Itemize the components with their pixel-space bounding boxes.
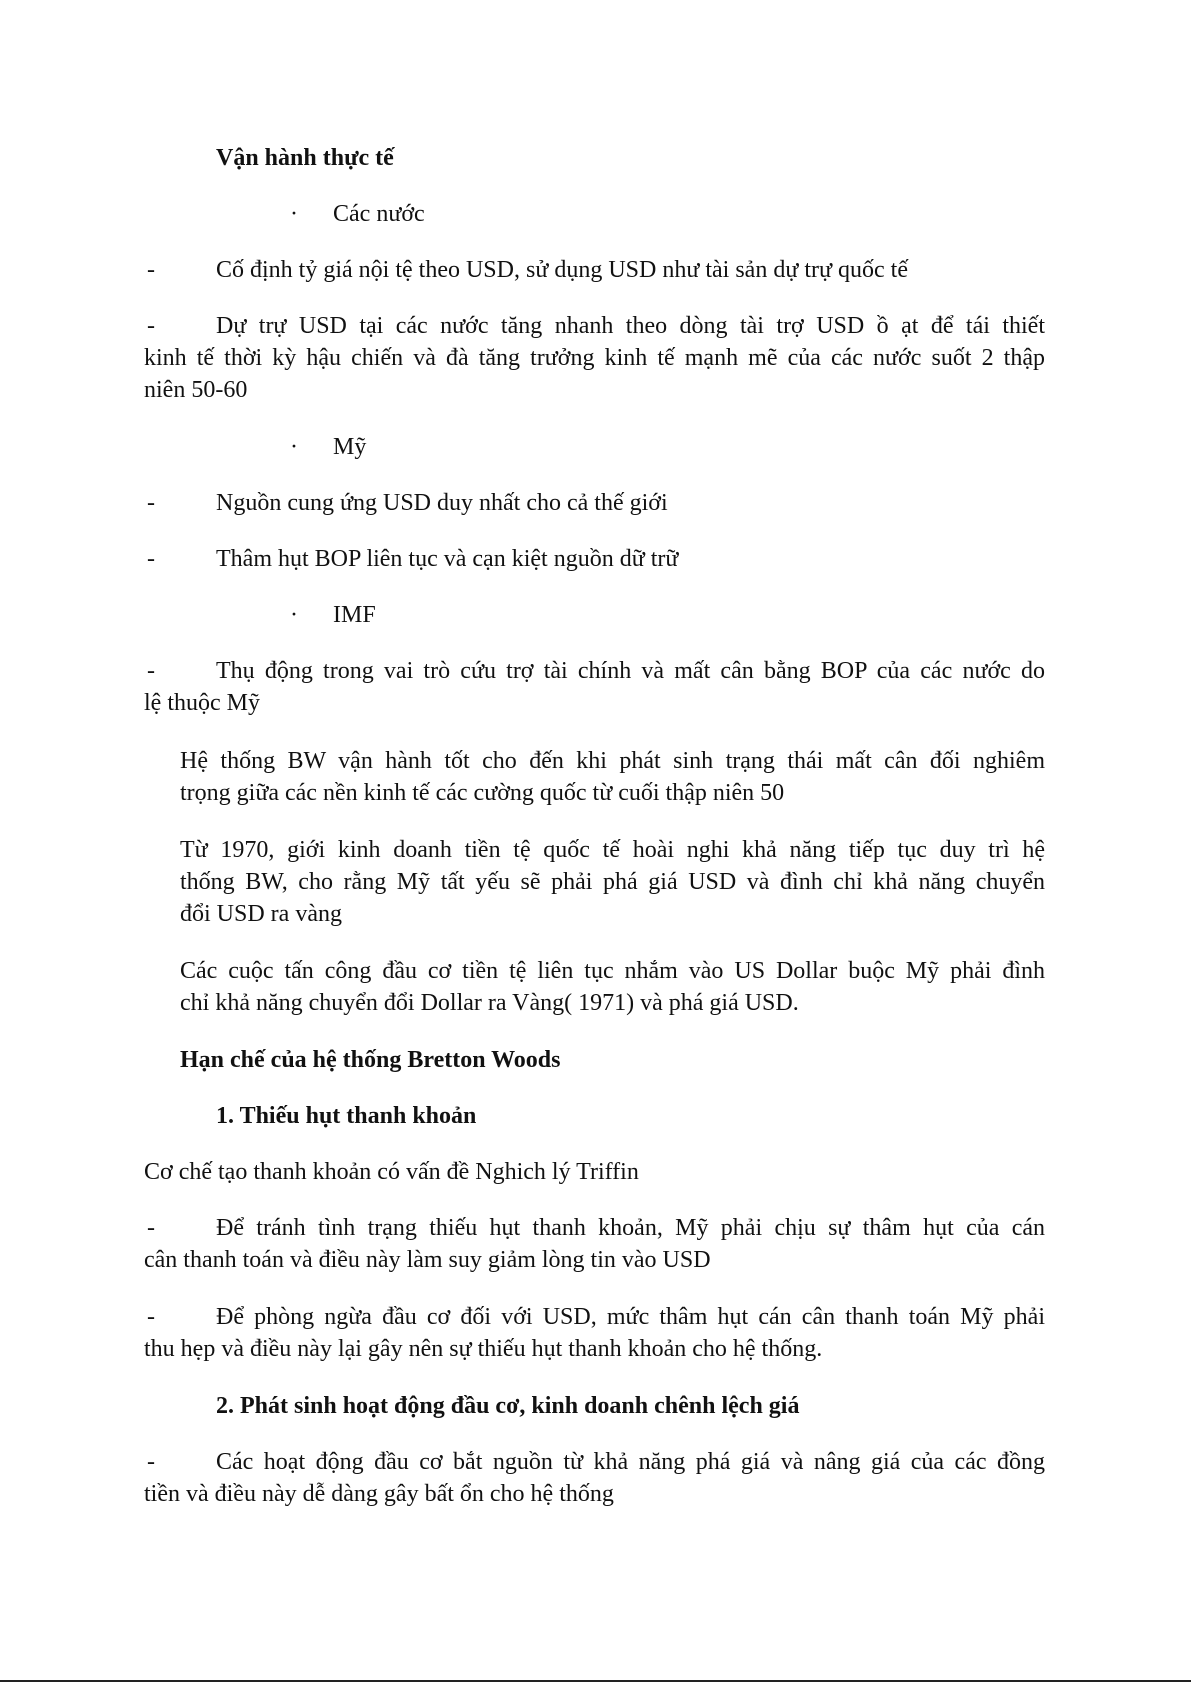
paragraph-line: trọng giữa các nền kinh tế các cường quốc từ cuối thập niên 50 [180,780,785,806]
intro-text: Cơ chế tạo thanh khoản có vấn đề Nghich lý Triffin [144,1159,639,1185]
dash-marker: - [147,490,155,516]
paragraph-line: thống BW, cho rằng Mỹ tất yếu sẽ phải phá giá USD và đình chỉ khả năng chuyển [180,869,1045,895]
dash-marker: - [147,546,155,572]
subheading-us: Mỹ [333,434,367,460]
list-item-text: lệ thuộc Mỹ [144,690,260,716]
subsection-heading-speculation: 2. Phát sinh hoạt động đầu cơ, kinh doanh chênh lệch giá [216,1393,800,1419]
list-item-text: Thụ động trong vai trò cứu trợ tài chính và mất cân bằng BOP của các nước do [216,658,1045,684]
paragraph-line: Từ 1970, giới kinh doanh tiền tệ quốc tế hoài nghi khả năng tiếp tục duy trì hệ [180,837,1045,863]
list-item-text: Để phòng ngừa đầu cơ đối với USD, mức thâm hụt cán cân thanh toán Mỹ phải [216,1304,1045,1330]
subheading-countries: Các nước [333,201,425,227]
list-item-text: niên 50-60 [144,377,248,403]
list-item-text: Cố định tỷ giá nội tệ theo USD, sử dụng USD như tài sản dự trự quốc tế [216,257,908,283]
paragraph-line: Các cuộc tấn công đầu cơ tiền tệ liên tục nhắm vào US Dollar buộc Mỹ phải đình [180,958,1045,984]
list-item-text: Nguồn cung ứng USD duy nhất cho cả thế giới [216,490,668,516]
list-item-text: Dự trự USD tại các nước tăng nhanh theo dòng tài trợ USD ồ ạt để tái thiết [216,313,1045,339]
dash-marker: - [147,313,155,339]
dash-marker: - [147,257,155,283]
dash-marker: - [147,1449,155,1475]
bullet-icon: · [290,201,298,227]
list-item-text: tiền và điều này dễ dàng gây bất ổn cho hệ thống [144,1481,614,1507]
list-item-text: Để tránh tình trạng thiếu hụt thanh khoản, Mỹ phải chịu sự thâm hụt của cán [216,1215,1045,1241]
dash-marker: - [147,1304,155,1330]
dash-marker: - [147,658,155,684]
paragraph-line: đổi USD ra vàng [180,901,342,927]
subsection-heading-liquidity: 1. Thiếu hụt thanh khoản [216,1103,477,1129]
bullet-icon: · [290,434,298,460]
bullet-icon: · [290,602,298,628]
list-item-text: Các hoạt động đầu cơ bắt nguồn từ khả năng phá giá và nâng giá của các đồng [216,1449,1045,1475]
section-heading-limitations: Hạn chế của hệ thống Bretton Woods [180,1047,561,1073]
paragraph-line: Hệ thống BW vận hành tốt cho đến khi phát sinh trạng thái mất cân đối nghiêm [180,748,1045,774]
paragraph-line: chỉ khả năng chuyển đổi Dollar ra Vàng( 1971) và phá giá USD. [180,990,799,1016]
subheading-imf: IMF [333,602,376,628]
list-item-text: kinh tế thời kỳ hậu chiến và đà tăng trưởng kinh tế mạnh mẽ của các nước suốt 2 thập [144,345,1045,371]
list-item-text: thu hẹp và điều này lại gây nên sự thiếu hụt thanh khoản cho hệ thống. [144,1336,823,1362]
page-bottom-rule [0,1680,1191,1682]
list-item-text: Thâm hụt BOP liên tục và cạn kiệt nguồn dữ trữ [216,546,679,572]
list-item-text: cân thanh toán và điều này làm suy giảm lòng tin vào USD [144,1247,711,1273]
section-heading-operation: Vận hành thực tế [216,145,394,171]
dash-marker: - [147,1215,155,1241]
